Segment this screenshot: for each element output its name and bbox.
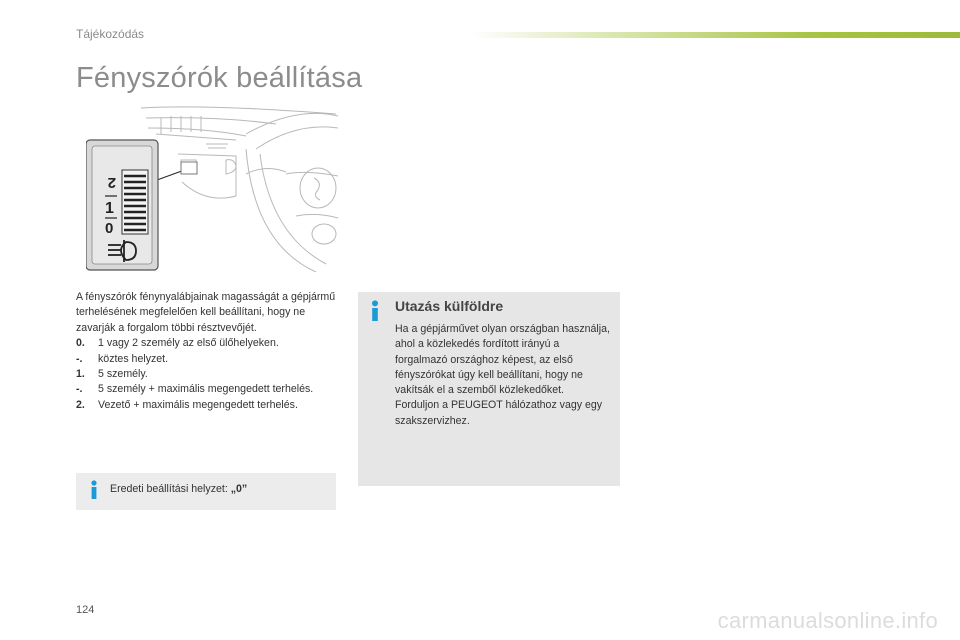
item-text: Vezető + maximális megengedett terhelés.	[98, 398, 298, 411]
info-paragraph: Forduljon a PEUGEOT hálózathoz vagy egy szakszervizhez.	[395, 399, 603, 427]
item-number: -.	[76, 383, 83, 396]
section-label: Tájékozódás	[76, 27, 145, 41]
dial-mark-0: 0	[105, 220, 114, 237]
list-item	[76, 398, 338, 413]
list-item	[76, 382, 338, 397]
info-box	[358, 292, 620, 486]
note-value: „0”	[230, 483, 248, 495]
item-number: 1.	[76, 368, 85, 381]
info-paragraph: Ha a gépjárművet olyan országban használja, ahol a közlekedés fordított irányú a forgalmazó országhoz képest, az első fényszórókat úgy kell beállítani, hogy ne vakítsák el a szemből közlekedőket.	[395, 323, 610, 397]
list-item	[76, 352, 338, 367]
level-thumbwheel	[122, 170, 148, 234]
note-label: Eredeti beállítási helyzet:	[110, 483, 231, 495]
dial-mark-1: 1	[105, 200, 114, 217]
page-number: 124	[76, 604, 95, 616]
note-box	[76, 473, 336, 510]
item-text: 5 személy + maximális megengedett terhelés.	[98, 383, 314, 396]
info-box-text	[395, 322, 613, 429]
headlamp-adjuster-illustration	[86, 104, 338, 272]
header-bar	[470, 32, 960, 38]
list-item	[76, 336, 338, 351]
intro-paragraph: A fényszórók fénynyalábjainak magasságát a gépjármű terhelésének megfelelően kell beállítani, hogy ne zavarják a forgalom többi résztvevőjét.	[76, 291, 336, 334]
info-box-title: Utazás külföldre	[395, 298, 504, 314]
instructions	[76, 290, 338, 413]
page-title: Fényszórók beállítása	[76, 62, 363, 94]
item-number: 0.	[76, 337, 85, 350]
info-icon	[88, 480, 100, 505]
switch-mini	[181, 162, 197, 174]
dashboard-drawing	[141, 107, 338, 272]
list-item	[76, 367, 338, 382]
dial-mark-2: 2	[107, 174, 116, 191]
info-icon	[368, 300, 382, 327]
item-text: 5 személy.	[98, 368, 148, 381]
item-number: -.	[76, 352, 83, 365]
watermark: carmanualsonline.info	[717, 608, 938, 633]
item-text: köztes helyzet.	[98, 352, 169, 365]
item-number: 2.	[76, 398, 85, 411]
note-text	[110, 483, 247, 495]
item-text: 1 vagy 2 személy az első ülőhelyeken.	[98, 337, 279, 350]
